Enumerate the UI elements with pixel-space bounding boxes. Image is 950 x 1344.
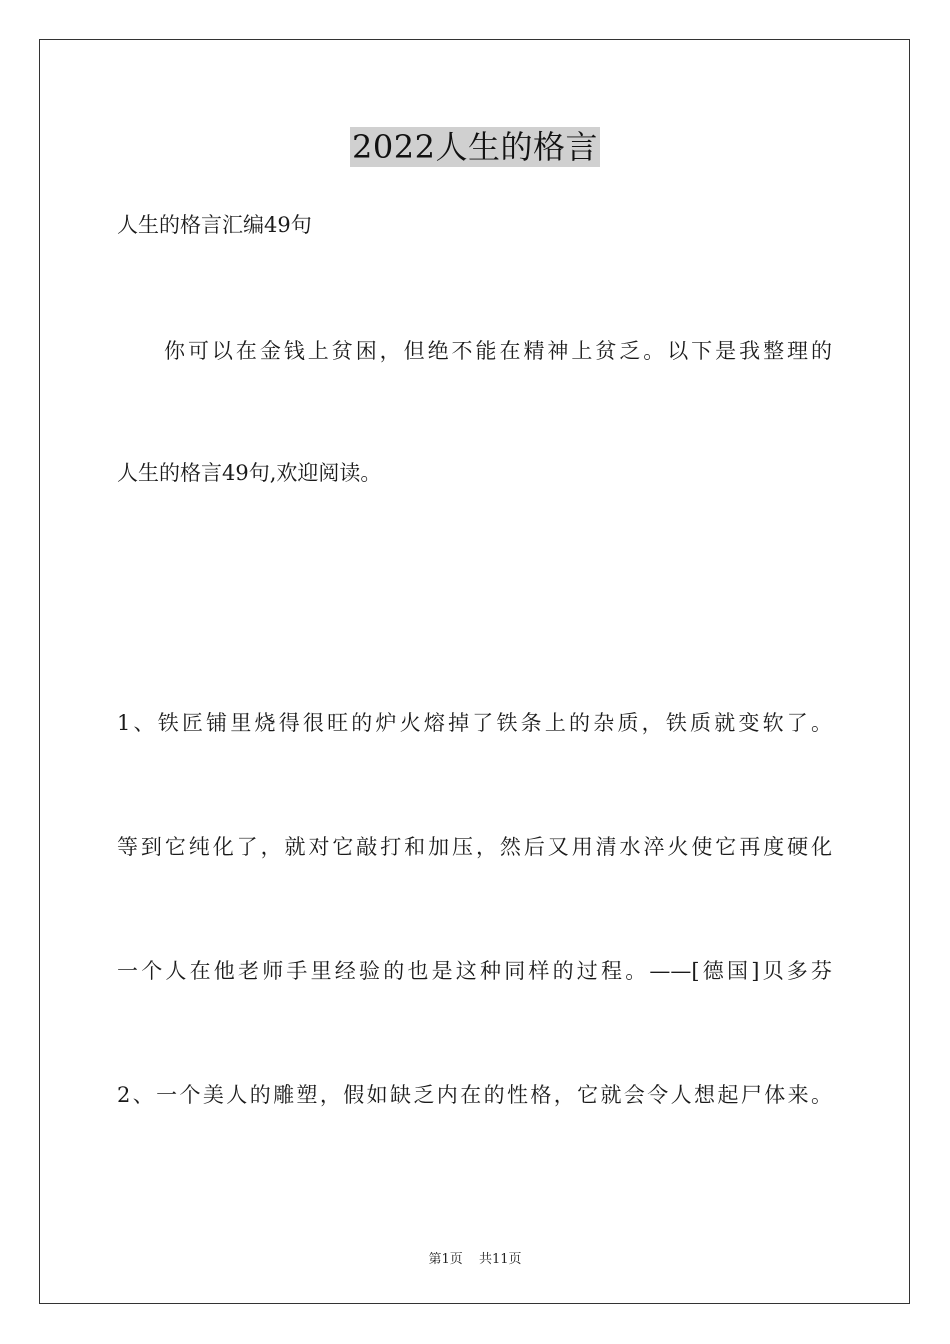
intro-paragraph-line-1: 你可以在金钱上贫困，但绝不能在精神上贫乏。以下是我整理的 <box>164 339 832 363</box>
title-container <box>0 127 950 167</box>
document-title: 2022人生的格言 <box>352 128 598 166</box>
page-number-total: 共11页 <box>478 1252 522 1267</box>
quote-1-line-1: 1、铁匠铺里烧得很旺的炉火熔掉了铁条上的杂质，铁质就变软了。 <box>117 711 832 735</box>
quote-1-line-3: 一个人在他老师手里经验的也是这种同样的过程。——[德国]贝多芬 <box>117 959 832 983</box>
quote-2-line-1: 2、一个美人的雕塑，假如缺乏内在的性格，它就会令人想起尸体来。 <box>117 1083 832 1107</box>
document-subtitle: 人生的格言汇编49句 <box>117 213 312 237</box>
intro-paragraph-line-2: 人生的格言49句,欢迎阅读。 <box>117 461 382 485</box>
quote-1-line-2: 等到它纯化了，就对它敲打和加压，然后又用清水淬火使它再度硬化 <box>117 835 832 859</box>
page-footer <box>0 1248 950 1267</box>
page-number-current: 第1页 <box>428 1252 463 1267</box>
